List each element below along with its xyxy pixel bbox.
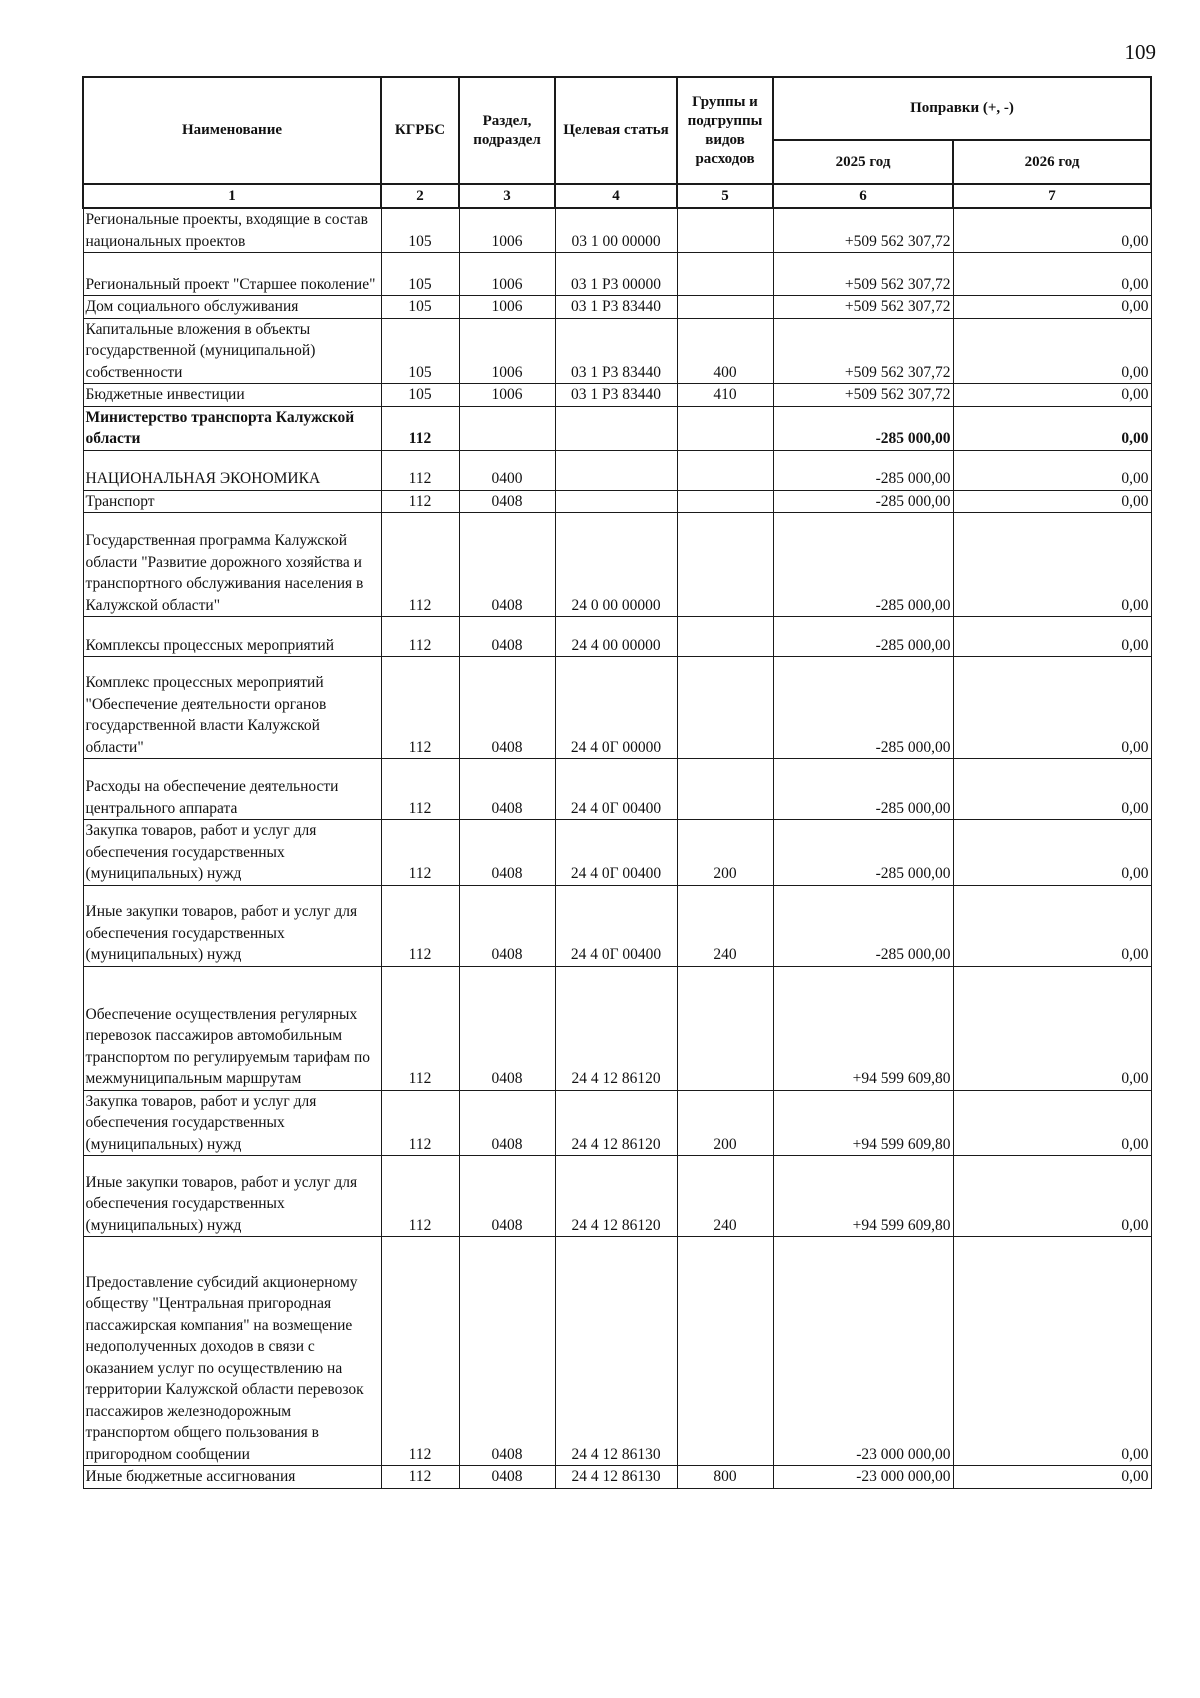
cell-name: Бюджетные инвестиции [83, 384, 381, 407]
cell-name: Комплексы процессных мероприятий [83, 617, 381, 657]
cell-name: Иные закупки товаров, работ и услуг для обеспечения государственных (муниципальных) нужд [83, 1156, 381, 1237]
header-year-2026: 2026 год [953, 140, 1151, 184]
cell-expense-group [677, 617, 773, 657]
cell-name: Региональные проекты, входящие в состав национальных проектов [83, 208, 381, 253]
cell-expense-group: 200 [677, 820, 773, 886]
cell-section: 0408 [459, 657, 555, 759]
cell-amount-2026: 0,00 [953, 450, 1151, 490]
header-name: Наименование [83, 77, 381, 184]
table-row [83, 1237, 1151, 1466]
cell-expense-group: 400 [677, 318, 773, 384]
cell-section: 1006 [459, 208, 555, 253]
cell-name: Государственная программа Калужской области "Развитие дорожного хозяйства и транспортного обслуживания населения в Калужской области" [83, 513, 381, 617]
cell-target-article: 24 4 0Г 00400 [555, 820, 677, 886]
cell-name: Обеспечение осуществления регулярных перевозок пассажиров автомобильным транспортом по регулируемым тарифам по межмуниципальным маршрутам [83, 966, 381, 1090]
cell-amount-2025: -23 000 000,00 [773, 1237, 953, 1466]
table-row [83, 1466, 1151, 1489]
cell-amount-2025: -285 000,00 [773, 406, 953, 450]
cell-amount-2025: +509 562 307,72 [773, 208, 953, 253]
cell-kgrbs: 105 [381, 318, 459, 384]
cell-kgrbs: 112 [381, 657, 459, 759]
cell-kgrbs: 112 [381, 490, 459, 513]
table-row [83, 208, 1151, 253]
cell-target-article: 24 4 0Г 00000 [555, 657, 677, 759]
cell-kgrbs: 112 [381, 966, 459, 1090]
cell-target-article: 24 0 00 00000 [555, 513, 677, 617]
cell-target-article: 24 4 12 86120 [555, 1090, 677, 1156]
table-row [83, 513, 1151, 617]
cell-kgrbs: 112 [381, 513, 459, 617]
cell-target-article: 24 4 12 86130 [555, 1237, 677, 1466]
cell-amount-2026: 0,00 [953, 1466, 1151, 1489]
cell-section [459, 406, 555, 450]
cell-amount-2026: 0,00 [953, 208, 1151, 253]
cell-expense-group [677, 966, 773, 1090]
cell-amount-2025: +94 599 609,80 [773, 1090, 953, 1156]
cell-amount-2025: -285 000,00 [773, 657, 953, 759]
cell-section: 0408 [459, 513, 555, 617]
header-section: Раздел, подраздел [459, 77, 555, 184]
cell-kgrbs: 105 [381, 208, 459, 253]
cell-kgrbs: 112 [381, 1466, 459, 1489]
column-number: 4 [555, 184, 677, 208]
cell-name: Дом социального обслуживания [83, 296, 381, 319]
cell-amount-2025: +94 599 609,80 [773, 1156, 953, 1237]
cell-kgrbs: 105 [381, 296, 459, 319]
cell-amount-2025: +509 562 307,72 [773, 384, 953, 407]
table-row [83, 253, 1151, 296]
cell-amount-2025: +509 562 307,72 [773, 318, 953, 384]
cell-name: Расходы на обеспечение деятельности центрального аппарата [83, 759, 381, 820]
cell-name: Транспорт [83, 490, 381, 513]
header-amendments: Поправки (+, -) [773, 77, 1151, 140]
cell-section: 0408 [459, 1466, 555, 1489]
cell-amount-2026: 0,00 [953, 966, 1151, 1090]
table-row [83, 318, 1151, 384]
cell-amount-2026: 0,00 [953, 296, 1151, 319]
table-row [83, 296, 1151, 319]
cell-section: 0408 [459, 966, 555, 1090]
table-row [83, 1090, 1151, 1156]
cell-amount-2026: 0,00 [953, 318, 1151, 384]
cell-kgrbs: 112 [381, 617, 459, 657]
cell-expense-group [677, 759, 773, 820]
cell-expense-group [677, 253, 773, 296]
cell-section: 0408 [459, 885, 555, 966]
table-body [83, 208, 1151, 1488]
table-row [83, 490, 1151, 513]
cell-expense-group [677, 1237, 773, 1466]
column-number: 2 [381, 184, 459, 208]
column-number: 5 [677, 184, 773, 208]
header-kgrbs: КГРБС [381, 77, 459, 184]
table-row [83, 885, 1151, 966]
cell-target-article [555, 406, 677, 450]
cell-section: 0408 [459, 617, 555, 657]
cell-target-article [555, 490, 677, 513]
table-row [83, 759, 1151, 820]
header-groups: Группы и подгруппы видов расходов [677, 77, 773, 184]
cell-target-article: 24 4 12 86130 [555, 1466, 677, 1489]
cell-amount-2025: -285 000,00 [773, 490, 953, 513]
cell-target-article: 24 4 12 86120 [555, 966, 677, 1090]
cell-kgrbs: 105 [381, 384, 459, 407]
cell-name: Капитальные вложения в объекты государственной (муниципальной) собственности [83, 318, 381, 384]
cell-amount-2026: 0,00 [953, 820, 1151, 886]
cell-kgrbs: 112 [381, 759, 459, 820]
cell-amount-2026: 0,00 [953, 513, 1151, 617]
cell-amount-2025: -285 000,00 [773, 885, 953, 966]
cell-section: 0408 [459, 1237, 555, 1466]
cell-target-article: 03 1 P3 83440 [555, 318, 677, 384]
cell-target-article: 03 1 P3 83440 [555, 296, 677, 319]
cell-amount-2025: +94 599 609,80 [773, 966, 953, 1090]
cell-target-article: 03 1 P3 83440 [555, 384, 677, 407]
cell-target-article [555, 450, 677, 490]
cell-expense-group: 240 [677, 1156, 773, 1237]
cell-target-article: 24 4 00 00000 [555, 617, 677, 657]
table-row [83, 406, 1151, 450]
cell-expense-group: 240 [677, 885, 773, 966]
cell-kgrbs: 112 [381, 1156, 459, 1237]
table-row [83, 820, 1151, 886]
cell-kgrbs: 112 [381, 1090, 459, 1156]
cell-amount-2026: 0,00 [953, 253, 1151, 296]
cell-section: 0408 [459, 759, 555, 820]
cell-target-article: 24 4 0Г 00400 [555, 759, 677, 820]
cell-section: 0408 [459, 1156, 555, 1237]
cell-amount-2026: 0,00 [953, 384, 1151, 407]
column-number: 6 [773, 184, 953, 208]
cell-expense-group [677, 657, 773, 759]
cell-amount-2026: 0,00 [953, 490, 1151, 513]
cell-expense-group [677, 450, 773, 490]
cell-section: 1006 [459, 253, 555, 296]
cell-amount-2026: 0,00 [953, 885, 1151, 966]
cell-name: Министерство транспорта Калужской области [83, 406, 381, 450]
cell-expense-group [677, 406, 773, 450]
cell-expense-group [677, 208, 773, 253]
cell-name: Региональный проект "Старшее поколение" [83, 253, 381, 296]
cell-amount-2026: 0,00 [953, 1090, 1151, 1156]
cell-target-article: 24 4 0Г 00400 [555, 885, 677, 966]
cell-expense-group: 410 [677, 384, 773, 407]
table-row [83, 450, 1151, 490]
cell-name: Комплекс процессных мероприятий "Обеспечение деятельности органов государственной власти Калужской области" [83, 657, 381, 759]
cell-name: НАЦИОНАЛЬНАЯ ЭКОНОМИКА [83, 450, 381, 490]
table-row [83, 657, 1151, 759]
column-number: 3 [459, 184, 555, 208]
cell-target-article: 03 1 00 00000 [555, 208, 677, 253]
header-year-2025: 2025 год [773, 140, 953, 184]
cell-expense-group [677, 296, 773, 319]
cell-kgrbs: 112 [381, 1237, 459, 1466]
cell-target-article: 24 4 12 86120 [555, 1156, 677, 1237]
cell-section: 1006 [459, 318, 555, 384]
cell-amount-2025: -285 000,00 [773, 820, 953, 886]
cell-amount-2026: 0,00 [953, 1156, 1151, 1237]
cell-expense-group: 800 [677, 1466, 773, 1489]
column-number: 1 [83, 184, 381, 208]
cell-name: Закупка товаров, работ и услуг для обеспечения государственных (муниципальных) нужд [83, 1090, 381, 1156]
cell-name: Закупка товаров, работ и услуг для обеспечения государственных (муниципальных) нужд [83, 820, 381, 886]
cell-amount-2025: +509 562 307,72 [773, 296, 953, 319]
cell-kgrbs: 112 [381, 885, 459, 966]
column-number: 7 [953, 184, 1151, 208]
cell-amount-2026: 0,00 [953, 657, 1151, 759]
table-row [83, 1156, 1151, 1237]
cell-section: 0408 [459, 490, 555, 513]
cell-amount-2026: 0,00 [953, 759, 1151, 820]
cell-amount-2025: -285 000,00 [773, 759, 953, 820]
cell-kgrbs: 112 [381, 820, 459, 886]
table-row [83, 966, 1151, 1090]
budget-amendments-table [82, 76, 1152, 1489]
header-target: Целевая статья [555, 77, 677, 184]
table-row [83, 384, 1151, 407]
cell-target-article: 03 1 P3 00000 [555, 253, 677, 296]
cell-expense-group [677, 490, 773, 513]
cell-section: 0408 [459, 820, 555, 886]
cell-amount-2026: 0,00 [953, 1237, 1151, 1466]
cell-name: Иные закупки товаров, работ и услуг для обеспечения государственных (муниципальных) нужд [83, 885, 381, 966]
cell-section: 1006 [459, 296, 555, 319]
cell-amount-2026: 0,00 [953, 406, 1151, 450]
cell-amount-2025: -285 000,00 [773, 513, 953, 617]
page-number: 109 [1124, 40, 1156, 64]
cell-amount-2025: -23 000 000,00 [773, 1466, 953, 1489]
cell-amount-2025: -285 000,00 [773, 450, 953, 490]
cell-name: Иные бюджетные ассигнования [83, 1466, 381, 1489]
cell-kgrbs: 112 [381, 406, 459, 450]
cell-name: Предоставление субсидий акционерному обществу "Центральная пригородная пассажирская компания" на возмещение недополученных доходов в связи с оказанием услуг по осуществлению на территории Калужской области перевозок пассажиров железнодорожным транспортом общего пользования в пригородном сообщении [83, 1237, 381, 1466]
cell-kgrbs: 112 [381, 450, 459, 490]
cell-kgrbs: 105 [381, 253, 459, 296]
cell-amount-2026: 0,00 [953, 617, 1151, 657]
cell-amount-2025: +509 562 307,72 [773, 253, 953, 296]
cell-amount-2025: -285 000,00 [773, 617, 953, 657]
cell-expense-group [677, 513, 773, 617]
cell-section: 1006 [459, 384, 555, 407]
cell-section: 0408 [459, 1090, 555, 1156]
table-row [83, 617, 1151, 657]
cell-section: 0400 [459, 450, 555, 490]
cell-expense-group: 200 [677, 1090, 773, 1156]
